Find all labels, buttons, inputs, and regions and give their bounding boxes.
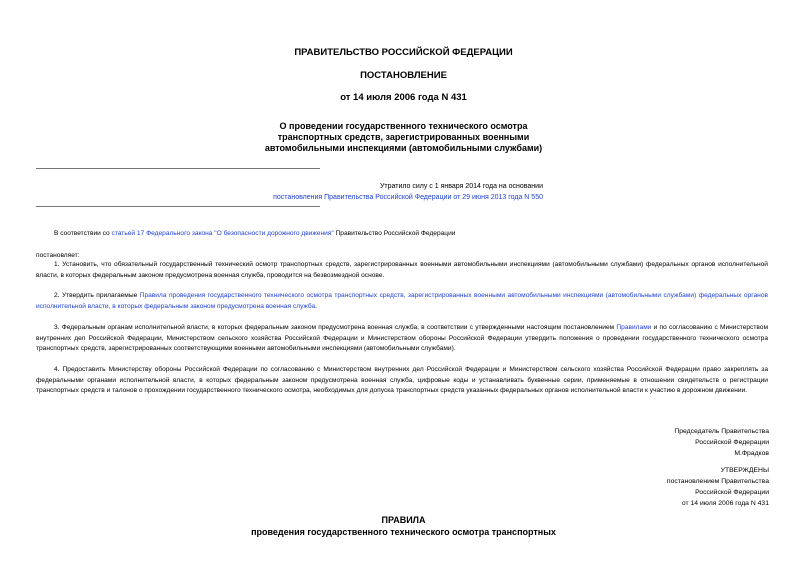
resolves-text: постановляет: [36,252,80,259]
preamble-text: Правительство Российской Федерации [333,230,456,237]
item-2-text: 2. Утвердить прилагаемые [54,292,140,299]
government-heading: ПРАВИТЕЛЬСТВО РОССИЙСКОЙ ФЕДЕРАЦИИ [294,47,513,58]
approval-line: постановлением Правительства [666,478,769,485]
status-note [36,181,543,203]
signature-name: М.Фрадков [734,450,769,457]
status-note-link[interactable]: постановления Правительства Российской Федерации от 29 июня 2013 года N 550 [273,194,543,201]
preamble-text: В соответствии со [54,230,112,237]
divider-bottom [36,206,320,207]
approval-block [509,465,769,509]
signature-block [509,426,769,459]
divider-top [36,168,320,169]
law-link[interactable]: статьей 17 Федерального закона "О безопасности дорожного движения" [111,230,334,237]
doc-type-heading: ПОСТАНОВЛЕНИЕ [360,70,447,81]
item-3 [36,323,768,355]
rules-subheading: проведения государственного технического осмотра транспортных [251,527,556,537]
approval-title: УТВЕРЖДЕНЫ [720,467,769,474]
item-1: 1. Установить, что обязательный государственный технический осмотр транспортных средств, зарегистрированных военными автомобильными инспекциями (автомобильными службами) федеральных органов исполнительной власти, в которых федеральным законом предусмотрена военная служба, проводится на безвозмездной основе. [36,261,768,279]
item-3-text: 3. Федеральным органам исполнительной власти, в которых федеральным законом предусмотрена военная служба, в соответствии с утвержденными настоящим постановлением [54,324,617,331]
doc-title-line: автомобильными инспекциями (автомобильными службами) [264,143,543,153]
item-3-text: и по согласованию с Министерством внутренних дел Российской Федерации, Министерством сельского хозяйства Российской Федерации и Министерством обороны Российской Федерации утвердить положения о проведении государственного технического осмотра транспортных средств, зарегистрированных соответствующими военными автомобильными инспекциями (автомобильными службами). [36,324,768,352]
rules-short-link[interactable]: Правилами [616,324,652,331]
doc-title-line: транспортных средств, зарегистрированных военными [277,132,530,142]
rules-heading: ПРАВИЛА [381,515,426,525]
signature-line: Российской Федерации [695,439,769,446]
item-2 [36,291,768,312]
doc-title [0,121,807,154]
approval-line: от 14 июля 2006 года N 431 [681,500,769,507]
rules-link[interactable]: Правила проведения государственного технического осмотра транспортных средств, зарегистрированных военными автомобильными инспекциями (автомобильными службами) федеральных органов исполнительной власти, в которых федеральным законом предусмотрена военная служба [36,292,768,310]
doc-date: от 14 июля 2006 года N 431 [340,92,467,103]
approval-line: Российской Федерации [695,489,769,496]
doc-title-line: О проведении государственного технического осмотра [279,121,528,131]
signature-line: Председатель Правительства [674,428,769,435]
status-note-text: Утратило силу с 1 января 2014 года на основании [379,183,543,190]
item-2-text: . [315,302,317,310]
preamble [36,229,768,240]
item-4: 4. Предоставить Министерству обороны Российской Федерации по согласованию с Министерством внутренних дел Российской Федерации и Министерством сельского хозяйства Российской Федерации право закреплять за федеральными органами исполнительной власти, в которых федеральным законом предусмотрена военная служба, цифровые коды и устанавливать буквенные серии, применяемые в отношении свидетельств о регистрации транспортных средств и талонов о прохождении государственного технического осмотра, необходимых для допуска транспортных средств указанных федеральных органов исполнительной власти к участию в дорожном движении. [36,366,768,394]
